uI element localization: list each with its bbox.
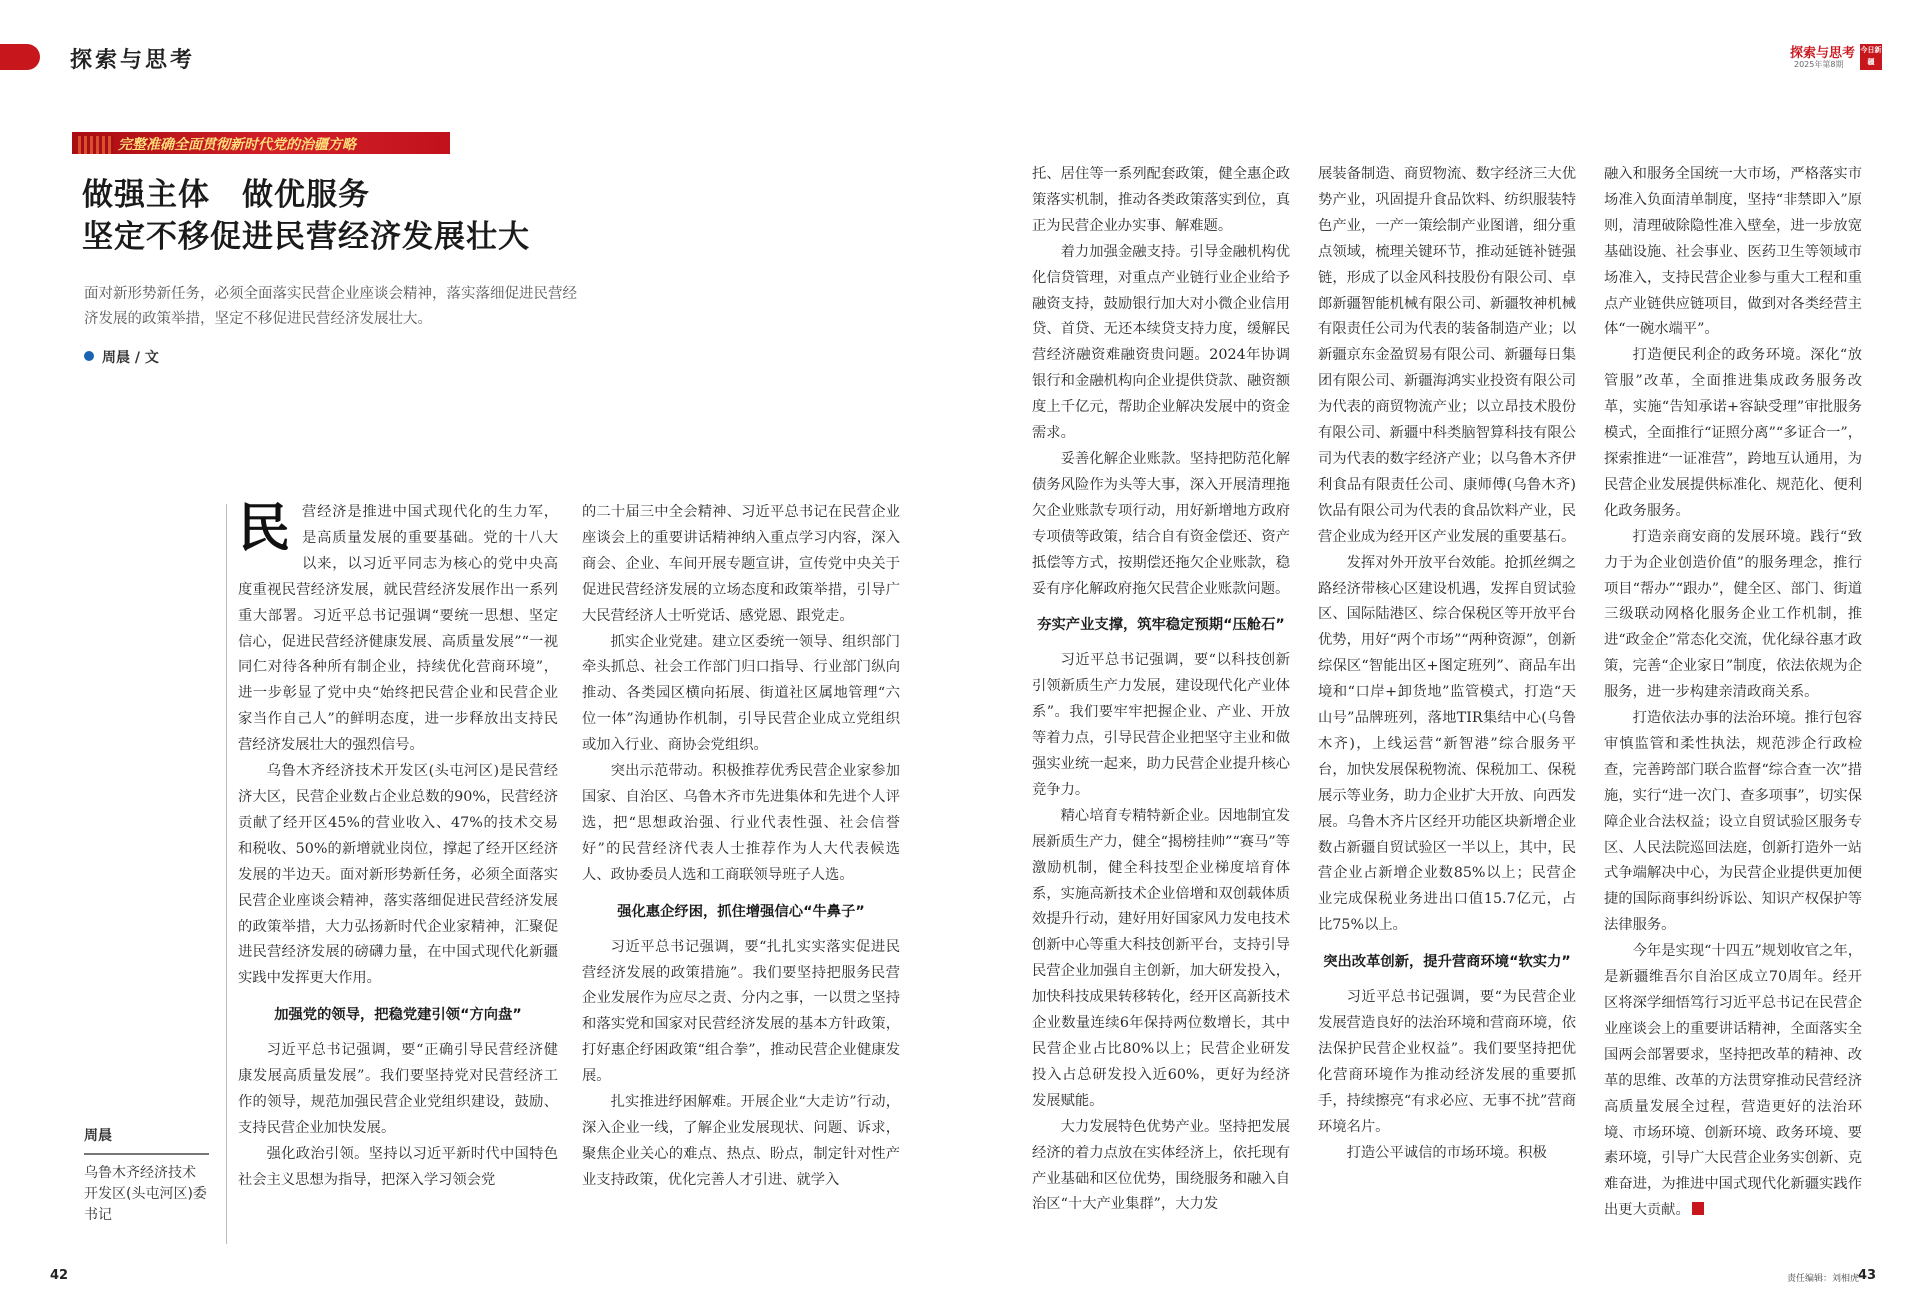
section-heading: 突出改革创新，提升营商环境“软实力” <box>1323 954 1571 971</box>
column-divider <box>226 504 227 1244</box>
paragraph: 着力加强金融支持。引导金融机构优化信贷管理，对重点产业链行业企业给予融资支持，鼓励银行加大对小微企业信用贷、首贷、无还本续贷支持力度，缓解民营经济融资难融资贵问题。2024年协调银行和金融机构向企业提供贷款、融资额度上千亿元，帮助企业解决发展中的资金需求。 <box>1032 243 1290 442</box>
section-title-left: 探索与思考 <box>70 48 196 73</box>
paragraph-text: 今年是实现“十四五”规划收官之年，是新疆维吾尔自治区成立70周年。经开区将深学细悟笃行习近平总书记在民营企业座谈会上的重要讲话精神，全面落实全国两会部署要求，坚持把改革的精神、改革的思维、改革的方法贯穿推动民营经济高质量发展全过程，营造更好的法治环境、市场环境、创新环境、政务环境、要素环境，引导广大民营企业务实创新、克难奋进，为推进中国式现代化新疆实践作出更大贡献。 <box>1604 943 1862 1219</box>
paragraph: 抓实企业党建。建立区委统一领导、组织部门牵头抓总、社会工作部门归口指导、行业部门纵向推动、各类园区横向拓展、街道社区属地管理“六位一体”沟通协作机制，引导民营企业成立党组织或加入行业、商协会党组织。 <box>582 633 900 754</box>
author-name: 周晨 <box>84 1125 209 1155</box>
text-column-1 <box>238 500 558 1194</box>
magazine-logo: 今日新疆 <box>1860 44 1882 70</box>
series-banner-text: 完整准确全面贯彻新时代党的治疆方略 <box>118 137 356 153</box>
end-mark-icon <box>1692 1202 1704 1215</box>
page-number-left: 42 <box>50 1268 69 1283</box>
paragraph: 乌鲁木齐经济技术开发区(头屯河区)是民营经济大区，民营企业数占企业总数的90%，民营经济贡献了经开区45%的营业收入、47%的技术交易和税收、50%的新增就业岗位，撑起了经开区经济发展的半边天。面对新形势新任务，必须全面落实民营企业座谈会精神，落实落细促进民营经济发展的政策举措，大力弘扬新时代企业家精神，汇聚促进民营经济发展的磅礴力量，在中国式现代化新疆实践中发挥更大作用。 <box>238 763 558 987</box>
paragraph: 强化政治引领。坚持以习近平新时代中国特色社会主义思想为指导，把深入学习领会党 <box>238 1145 558 1188</box>
paragraph: 精心培育专精特新企业。因地制宜发展新质生产力，健全“揭榜挂帅”“赛马”等激励机制，健全科技型企业梯度培育体系，实施高新技术企业倍增和双创载体质效提升行动，建好用好国家风力发电技术创新中心等重大科技创新平台，支持引导民营企业加强自主创新，加大研发投入，加快科技成果转移转化，经开区高新技术企业数量连续6年保持两位数增长，其中民营企业占比80%以上；民营企业研发投入占总研发投入近60%，更好为经济发展赋能。 <box>1032 807 1290 1109</box>
text-column-3 <box>1032 162 1290 1218</box>
section-title-right: 探索与思考 <box>1790 46 1856 61</box>
section-heading: 强化惠企纾困，抓住增强信心“牛鼻子” <box>617 903 865 920</box>
page-number-right: 43 <box>1858 1268 1877 1283</box>
byline-text: 周晨 / 文 <box>102 350 159 366</box>
paragraph: 托、居住等一系列配套政策，健全惠企政策落实机制，推动各类政策落实到位，真正为民营企业办实事、解难题。 <box>1032 166 1290 234</box>
paragraph <box>238 500 558 759</box>
paragraph: 突出示范带动。积极推荐优秀民营企业家参加国家、自治区、乌鲁木齐市先进集体和先进个人评选，把“思想政治强、行业代表性强、社会信誉好”的民营经济代表人士推荐作为人大代表候选人、政协委员人选和工商联领导班子人选。 <box>582 763 900 883</box>
paragraph: 展装备制造、商贸物流、数字经济三大优势产业，巩固提升食品饮料、纺织服装特色产业，一产一策绘制产业图谱，细分重点领域，梳理关键环节，推动延链补链强链，形成了以金风科技股份有限公司、卓郎新疆智能机械有限公司、新疆牧神机械有限责任公司为代表的装备制造产业；以新疆京东金盈贸易有限公司、新疆每日集团有限公司、新疆海鸿实业投资有限公司为代表的商贸物流产业；以立昂技术股份有限公司、新疆中科类脑智算科技有限公司为代表的数字经济产业；以乌鲁木齐伊利食品有限责任公司、康师傅(乌鲁木齐)饮品有限公司为代表的食品饮料产业，民营企业成为经开区产业发展的重要基石。 <box>1318 166 1576 545</box>
text-column-2 <box>582 500 900 1194</box>
article-title <box>82 174 530 258</box>
author-title: 乌鲁木齐经济技术开发区(头屯河区)委书记 <box>84 1165 207 1223</box>
paragraph: 习近平总书记强调，要“正确引导民营经济健康发展高质量发展”。我们要坚持党对民营经济工作的领导，规范加强民营企业党组织建设，鼓励、支持民营企业加快发展。 <box>238 1042 558 1136</box>
paragraph: 打造便民利企的政务环境。深化“放管服”改革，全面推进集成政务服务改革，实施“告知承诺+容缺受理”审批服务模式，全面推行“证照分离”“多证合一”，探索推进“一证准营”，跨地互认通用，为民营企业发展提供标准化、规范化、便利化政务服务。 <box>1604 347 1862 519</box>
editor-credit: 责任编辑：刘相虎 <box>1787 1274 1860 1284</box>
text-column-4 <box>1318 162 1576 1167</box>
paragraph: 习近平总书记强调，要“扎扎实实落实促进民营经济发展的政策措施”。我们要坚持把服务民营企业发展作为应尽之责、分内之事，一以贯之坚持和落实党和国家对民营经济发展的基本方针政策，打好惠企纾困政策“组合拳”，推动民营企业健康发展。 <box>582 938 900 1085</box>
title-line-1: 做强主体 做优服务 <box>82 177 370 213</box>
paragraph: 的二十届三中全会精神、习近平总书记在民营企业座谈会上的重要讲话精神纳入重点学习内容，深入商会、企业、车间开展专题宣讲，宣传党中央关于促进民营经济发展的立场态度和政策举措，引导广大民营经济人士听党话、感党恩、跟党走。 <box>582 504 900 624</box>
section-heading: 夯实产业支撑，筑牢稳定预期“压舱石” <box>1037 617 1285 634</box>
byline <box>84 347 159 367</box>
paragraph: 打造公平诚信的市场环境。积极 <box>1346 1144 1547 1161</box>
text-column-5 <box>1604 162 1862 1224</box>
paragraph: 发挥对外开放平台效能。抢抓丝绸之路经济带核心区建设机遇，发挥自贸试验区、国际陆港区、综合保税区等开放平台优势，用好“两个市场”“两种资源”，创新综保区“智能出区+图定班列”、商品车出境和“口岸+卸货地”监管模式，打造“天山号”品牌班列，落地TIR集结中心(乌鲁木齐)，上线运营“新智港”综合服务平台，加快发展保税物流、保税加工、保税展示等业务，助力企业扩大开放、向西发展。乌鲁木齐片区经开功能区块新增企业数占新疆自贸试验区一半以上，其中，民营企业占新增企业数85%以上；民营企业完成保税业务进出口值15.7亿元，占比75%以上。 <box>1318 554 1576 934</box>
drop-cap: 民 <box>238 498 291 559</box>
paragraph: 打造依法办事的法治环境。推行包容审慎监管和柔性执法，规范涉企行政检查，完善跨部门联合监督“综合查一次”措施，实行“进一次门、查多项事”，切实保障企业合法权益；设立自贸试验区服务专区、人民法院巡回法庭，创新打造外一站式争端解决中心，为民营企业提供更加便捷的国际商事纠纷诉讼、知识产权保护等法律服务。 <box>1604 710 1862 934</box>
paragraph: 习近平总书记强调，要“为民营企业发展营造良好的法治环境和营商环境，依法保护民营企业权益”。我们要坚持把优化营商环境作为推动经济发展的重要抓手，持续擦亮“有求必应、无事不扰”营商环境名片。 <box>1318 989 1576 1135</box>
title-line-2: 坚定不移促进民营经济发展壮大 <box>82 219 530 255</box>
bullet-dot-icon <box>84 351 94 361</box>
section-header-right <box>1790 42 1880 74</box>
article-lead: 面对新形势新任务，必须全面落实民营企业座谈会精神，落实落细促进民营经济发展的政策举措，坚定不移促进民营经济发展壮大。 <box>84 286 577 327</box>
section-heading: 加强党的领导，把稳党建引领“方向盘” <box>274 1007 522 1024</box>
series-banner <box>72 132 450 154</box>
skyline-decoration <box>78 136 114 154</box>
author-box <box>84 1125 209 1226</box>
paragraph: 大力发展特色优势产业。坚持把发展经济的着力点放在实体经济上，依托现有产业基础和区位优势，围绕服务和融入自治区“十大产业集群”，大力发 <box>1032 1118 1290 1213</box>
paragraph: 习近平总书记强调，要“以科技创新引领新质生产力发展，建设现代化产业体系”。我们要牢牢把握企业、产业、开放等着力点，引导民营企业把坚守主业和做强实业统一起来，助力民营企业提升核心竞争力。 <box>1032 652 1290 798</box>
section-tab-marker <box>0 44 40 70</box>
paragraph: 打造亲商安商的发展环境。践行“致力于为企业创造价值”的服务理念，推行项目“帮办”“跟办”，健全区、部门、街道三级联动网格化服务企业工作机制，推进“政金企”常态化交流，优化绿谷惠才政策，完善“企业家日”制度，依法依规为企服务，进一步构建亲清政商关系。 <box>1604 528 1862 701</box>
paragraph: 扎实推进纾困解难。开展企业“大走访”行动，深入企业一线，了解企业发展现状、问题、诉求，聚焦企业关心的难点、热点、盼点，制定针对性产业支持政策，优化完善人才引进、就学入 <box>582 1094 900 1188</box>
paragraph: 妥善化解企业账款。坚持把防范化解债务风险作为头等大事，深入开展清理拖欠企业账款专项行动，用好新增地方政府专项债等政策，结合自有资金偿还、资产抵偿等方式，按期偿还拖欠企业账款，稳妥有序化解政府拖欠民营企业账款问题。 <box>1032 450 1290 597</box>
paragraph <box>1604 939 1862 1224</box>
paragraph: 融入和服务全国统一大市场，严格落实市场准入负面清单制度，坚持“非禁即入”原则，清理破除隐性准入壁垒，进一步放宽基础设施、社会事业、医药卫生等领域市场准入，支持民营企业参与重大工程和重点产业链供应链项目，做到对各类经营主体“一碗水端平”。 <box>1604 166 1862 338</box>
paragraph-text: 营经济是推进中国式现代化的生力军，是高质量发展的重要基础。党的十八大以来，以习近平同志为核心的党中央高度重视民营经济发展，就民营经济发展作出一系列重大部署。习近平总书记强调“要统一思想、坚定信心，促进民营经济健康发展、高质量发展”“一视同仁对待各种所有制企业，持续优化营商环境”，进一步彰显了党中央“始终把民营企业和民营企业家当作自己人”的鲜明态度，进一步释放出支持民营经济发展壮大的强烈信号。 <box>238 504 558 754</box>
issue-label: 2025年第8期 <box>1794 60 1844 69</box>
